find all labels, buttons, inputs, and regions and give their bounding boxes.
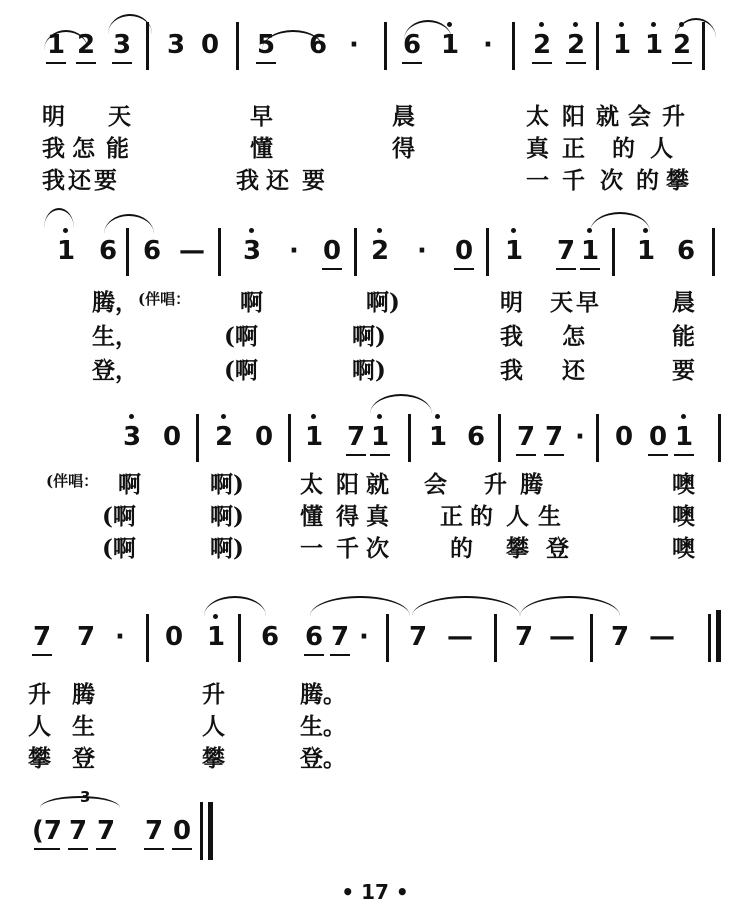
slur [676, 18, 716, 38]
note: 7 [342, 422, 370, 452]
note: 6 [398, 30, 426, 60]
lyric: 早 [250, 103, 273, 130]
note: · [417, 236, 427, 266]
note: 6 [260, 622, 280, 652]
lyric: 啊) [210, 535, 244, 562]
note: 1 [366, 422, 394, 452]
lyric: 要 [672, 357, 695, 384]
lyric-line [0, 130, 750, 162]
lyric: 阳 [562, 103, 585, 130]
note: 2 [562, 30, 590, 60]
note: 0 [450, 236, 478, 266]
note: 7 [326, 622, 354, 652]
barline [386, 614, 389, 662]
lyric: 明 [500, 289, 523, 316]
lyric: 我 [42, 167, 65, 194]
lyric: 太 [526, 103, 549, 130]
end-barline [208, 802, 213, 860]
note: 1 [42, 30, 70, 60]
note: 1 [300, 422, 328, 452]
notes-row [0, 592, 750, 662]
note: — [649, 622, 675, 652]
note: 6 [98, 236, 118, 266]
note: 2 [366, 236, 394, 266]
lyric: 懂 [300, 503, 323, 530]
lyric: 生。 [300, 713, 346, 740]
lyric: 我 [500, 323, 523, 350]
note: 6 [142, 236, 162, 266]
slur [40, 796, 120, 808]
slur [204, 596, 266, 616]
lyric: 腾， [92, 289, 138, 316]
note: 1 [640, 30, 668, 60]
lyric: 千 [562, 167, 585, 194]
lyric: 的 [450, 535, 473, 562]
lyric: 天 [108, 103, 131, 130]
lyric: 怎 [562, 323, 585, 350]
note: 1 [500, 236, 528, 266]
lyric: 真 [366, 503, 389, 530]
barline [494, 614, 497, 662]
lyric: 攀 [666, 167, 689, 194]
barline [596, 414, 599, 462]
note: 2 [528, 30, 556, 60]
lyric: 我 [236, 167, 259, 194]
note: · [115, 622, 125, 652]
note: 7 [64, 816, 92, 846]
lyric: 真 [526, 135, 549, 162]
lyric: 啊) [352, 323, 386, 350]
note: 0 [644, 422, 672, 452]
lyric: 升 [28, 681, 51, 708]
lyric: (啊 [102, 535, 136, 562]
lyric: 我 [500, 357, 523, 384]
lyric: 生 [72, 713, 95, 740]
barline [200, 802, 203, 860]
note: · [289, 236, 299, 266]
lyric: 阳 [336, 471, 359, 498]
triplet-mark: 3 [80, 788, 91, 806]
lyric: 的 [636, 167, 659, 194]
lyric: 明 [42, 103, 65, 130]
lyric: 的 [470, 503, 493, 530]
lyric-line [0, 676, 750, 708]
note: 1 [608, 30, 636, 60]
lyric-line [0, 284, 750, 316]
barline [408, 414, 411, 462]
barline [512, 22, 515, 70]
note: 6 [308, 30, 328, 60]
lyric: 人 [650, 135, 673, 162]
notes-row [0, 0, 750, 70]
note: 5 [252, 30, 280, 60]
lyric-line [0, 98, 750, 130]
note: — [179, 236, 205, 266]
note: 7 [610, 622, 630, 652]
note: 3 [238, 236, 266, 266]
lyric: 太 [300, 471, 323, 498]
lyric: 次 [600, 167, 623, 194]
note: 3 [166, 30, 186, 60]
lyric-line [0, 530, 750, 562]
note: 1 [670, 422, 698, 452]
note: 6 [676, 236, 696, 266]
lyric: 早 [576, 289, 599, 316]
note: 1 [632, 236, 660, 266]
lyric: 生， [92, 323, 138, 350]
lyric: 啊) [366, 289, 400, 316]
barline [590, 614, 593, 662]
lyric: 人 [202, 713, 225, 740]
lyric: 啊) [210, 471, 244, 498]
lyric: (啊 [224, 357, 258, 384]
lyric: 天 [550, 289, 573, 316]
lyric: 我 [42, 135, 65, 162]
lyric: 会 [628, 103, 651, 130]
note: 1 [424, 422, 452, 452]
lyric: 啊) [352, 357, 386, 384]
lyric: 攀 [202, 745, 225, 772]
lyric: 啊 [118, 471, 141, 498]
lyric: 登， [92, 357, 138, 384]
lyric: 就 [366, 471, 389, 498]
note: — [447, 622, 473, 652]
lyric: 噢 [672, 503, 695, 530]
lyric-line [0, 708, 750, 740]
note: 6 [466, 422, 486, 452]
lyric: 的 [612, 135, 635, 162]
note: 7 [514, 622, 534, 652]
lyric: 能 [672, 323, 695, 350]
note: 3 [118, 422, 146, 452]
lyric: 升 [484, 471, 507, 498]
barline [486, 228, 489, 276]
note: (7 [30, 816, 64, 846]
lyric-line [0, 352, 750, 384]
note: 7 [552, 236, 580, 266]
barline [712, 228, 715, 276]
lyric: (啊 [102, 503, 136, 530]
lyric: 人 [28, 713, 51, 740]
notes-row [0, 392, 750, 462]
note: 0 [164, 622, 184, 652]
lyric: 懂 [250, 135, 273, 162]
lyric: 噢 [672, 471, 695, 498]
note: 2 [72, 30, 100, 60]
slur [370, 394, 432, 414]
barline [718, 414, 721, 462]
lyric: 腾 [72, 681, 95, 708]
barline [288, 414, 291, 462]
lyric: 登 [72, 745, 95, 772]
lyric: 生 [538, 503, 561, 530]
lyric: (啊 [224, 323, 258, 350]
barline [218, 228, 221, 276]
barline [196, 414, 199, 462]
lyric: (伴唱： [138, 290, 191, 308]
note: 0 [162, 422, 182, 452]
barline [612, 228, 615, 276]
note: 7 [92, 816, 120, 846]
lyric: 还 [68, 167, 91, 194]
slur [590, 212, 650, 232]
lyric: 升 [202, 681, 225, 708]
slur [108, 14, 152, 34]
lyric: 啊) [210, 503, 244, 530]
note: 6 [300, 622, 328, 652]
note: 7 [76, 622, 96, 652]
note: 0 [254, 422, 274, 452]
lyric-line [0, 466, 750, 498]
note: 0 [200, 30, 220, 60]
lyric: 就 [596, 103, 619, 130]
barline [384, 22, 387, 70]
lyric: 升 [662, 103, 685, 130]
lyric: 会 [424, 471, 447, 498]
lyric: 正 [440, 503, 463, 530]
lyric: 腾 [520, 471, 543, 498]
lyric: 一 [526, 167, 549, 194]
lyric: 得 [336, 503, 359, 530]
page-number: • 17 • [341, 880, 409, 904]
note: 0 [318, 236, 346, 266]
lyric: 得 [392, 135, 415, 162]
note: · [575, 422, 585, 452]
note: 0 [168, 816, 196, 846]
lyric: 还 [562, 357, 585, 384]
slur [44, 208, 74, 228]
note: · [359, 622, 369, 652]
note: 7 [408, 622, 428, 652]
lyric: 次 [366, 535, 389, 562]
lyric: (伴唱： [46, 472, 99, 490]
note: — [549, 622, 575, 652]
lyric: 攀 [506, 535, 529, 562]
note: 1 [576, 236, 604, 266]
slur [404, 20, 452, 40]
lyric: 啊 [240, 289, 263, 316]
lyric: 攀 [28, 745, 51, 772]
lyric: 晨 [392, 103, 415, 130]
note: 3 [108, 30, 136, 60]
slur [520, 596, 620, 616]
notes-row [0, 206, 750, 276]
note: 7 [28, 622, 56, 652]
end-barline [716, 610, 721, 662]
note: 2 [668, 30, 696, 60]
lyric-line [0, 740, 750, 772]
lyric: 腾。 [300, 681, 346, 708]
lyric: 要 [94, 167, 117, 194]
lyric: 登。 [300, 745, 346, 772]
barline [498, 414, 501, 462]
barline [146, 614, 149, 662]
note: 1 [52, 236, 80, 266]
lyric: 还 [266, 167, 289, 194]
barline [596, 22, 599, 70]
slur [104, 214, 154, 234]
lyric-line [0, 162, 750, 194]
barline [708, 614, 711, 662]
lyric: 要 [302, 167, 325, 194]
lyric-line [0, 498, 750, 530]
lyric-line [0, 318, 750, 350]
lyric: 一 [300, 535, 323, 562]
lyric: 怎 [72, 135, 95, 162]
note: 7 [140, 816, 168, 846]
note: 1 [202, 622, 230, 652]
barline [354, 228, 357, 276]
note: 0 [614, 422, 634, 452]
lyric: 噢 [672, 535, 695, 562]
slur [412, 596, 520, 616]
lyric: 人 [506, 503, 529, 530]
note: 1 [436, 30, 464, 60]
note: 7 [540, 422, 568, 452]
lyric: 登 [546, 535, 569, 562]
barline [236, 22, 239, 70]
note: · [349, 30, 359, 60]
barline [238, 614, 241, 662]
lyric: 晨 [672, 289, 695, 316]
note: · [483, 30, 493, 60]
barline [126, 228, 129, 276]
note: 2 [210, 422, 238, 452]
slur [310, 596, 410, 616]
lyric: 正 [562, 135, 585, 162]
notes-row [0, 786, 750, 856]
lyric: 能 [106, 135, 129, 162]
note: 7 [512, 422, 540, 452]
lyric: 千 [336, 535, 359, 562]
